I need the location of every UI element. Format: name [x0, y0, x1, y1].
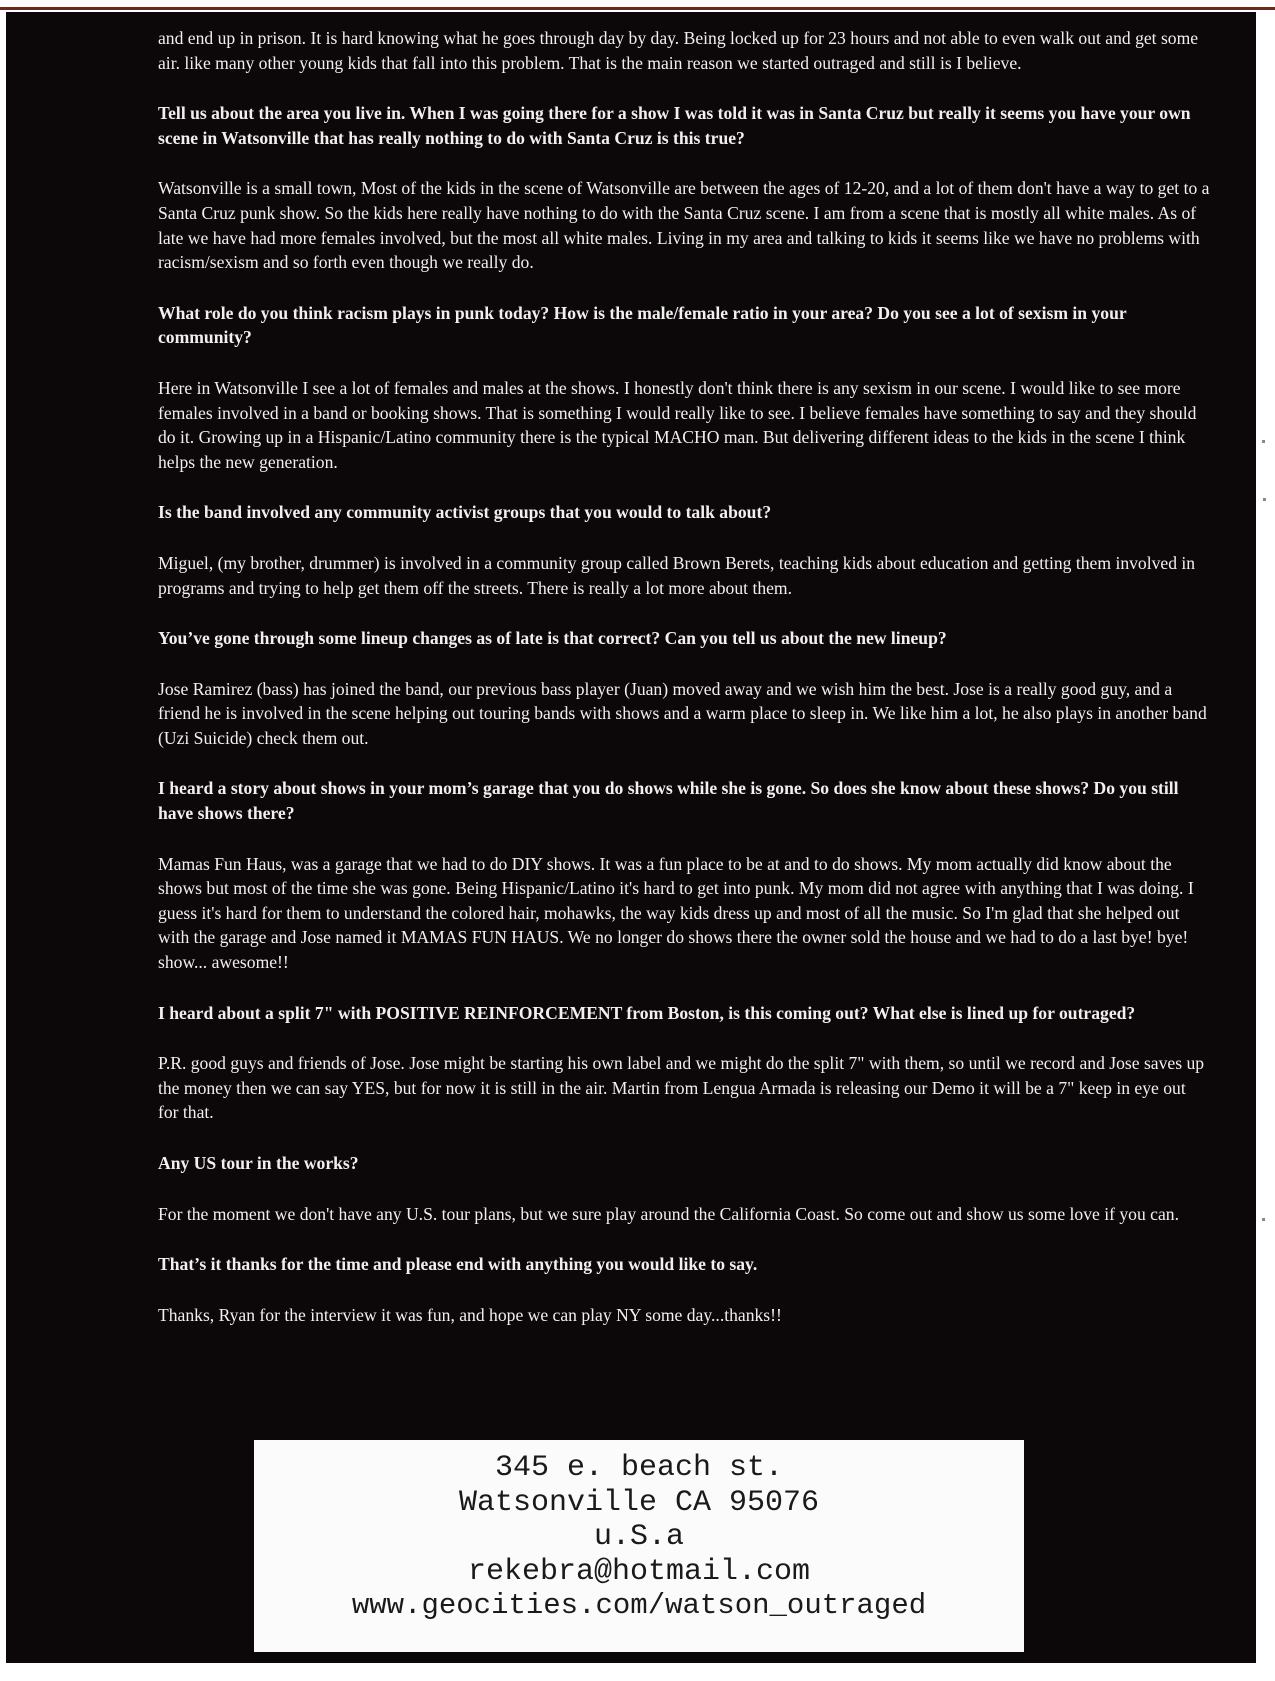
contact-website: www.geocities.com/watson_outraged [351, 1589, 927, 1622]
zine-page [6, 12, 1256, 1663]
question-paragraph: That’s it thanks for the time and please end with anything you would like to say. [158, 1254, 758, 1275]
question-paragraph: I heard a story about shows in your mom’s garage that you do shows while she is gone. So does she know about these shows? Do you still have shows there? [158, 778, 1179, 824]
answer-paragraph: Here in Watsonville I see a lot of females and males at the shows. I honestly don't think there is any sexism in our scene. I would like to see more females involved in a band or booking shows. That is something I would really like to see. I believe females have something to say and they should do it. Growing up in a Hispanic/Latino community there is the typical MACHO man. But delivering different ideas to the kids in the scene I think helps the new generation. [158, 377, 1197, 472]
answer-paragraph: Miguel, (my brother, drummer) is involved in a community group called Brown Berets, teaching kids about education and getting them involved in programs and trying to help get them off the streets. There is really a lot more about them. [158, 552, 1196, 598]
interview-text [158, 26, 1210, 1353]
question-paragraph: I heard about a split 7" with POSITIVE REINFORCEMENT from Boston, is this coming out? What else is lined up for outraged? [158, 1002, 1136, 1023]
answer-paragraph: Mamas Fun Haus, was a garage that we had to do DIY shows. It was a fun place to be at and to do shows. My mom actually did know about the shows but most of the time she was gone. Being Hispanic/Latino it's hard to get into punk. My mom did not agree with anything that I was doing. I guess it's hard for them to understand the colored hair, mohawks, the way kids dress up and most of all the music. So I'm glad that she helped out with the garage and Jose named it MAMAS FUN HAUS. We no longer do shows there the owner sold the house and we had to do a last bye! bye! show... awesome!! [158, 853, 1194, 973]
question-paragraph: Any US tour in the works? [158, 1153, 359, 1173]
scan-mark [1262, 440, 1265, 443]
answer-paragraph: Thanks, Ryan for the interview it was fun, and hope we can play NY some day...thanks!! [158, 1304, 782, 1325]
question-paragraph: You’ve gone through some lineup changes as of late is that correct? Can you tell us about the new lineup? [158, 628, 947, 649]
answer-paragraph: and end up in prison. It is hard knowing what he goes through day by day. Being locked up for 23 hours and not able to even walk out and get some air. like many other young kids that fall into this problem. That is the main reason we started outraged and still is I believe. [158, 28, 1199, 73]
answer-paragraph: Watsonville is a small town, Most of the kids in the scene of Watsonville are between the ages of 12-20, and a lot of them don't have a way to get to a Santa Cruz punk show. So the kids here really have nothing to do with the Santa Cruz scene. I am from a scene that is mostly all white males. As of late we have had more females involved, but the most all white males. Living in my area and talking to kids it seems like we have no problems with racism/sexism and so forth even though we really do. [158, 178, 1210, 273]
contact-country: u.S.a [593, 1520, 684, 1554]
contact-street: 345 e. beach st. [494, 1451, 784, 1485]
question-paragraph: Tell us about the area you live in. When I was going there for a show I was told it was in Santa Cruz but really it seems you have your own scene in Watsonville that has really nothing to do with Santa Cruz is this true? [158, 103, 1191, 148]
question-paragraph: Is the band involved any community activist groups that you would to talk about? [158, 502, 772, 523]
scan-mark [1262, 1218, 1265, 1221]
answer-paragraph: Jose Ramirez (bass) has joined the band, our previous bass player (Juan) moved away and we wish him the best. Jose is a really good guy, and a friend he is involved in the scene helping out touring bands with shows and a warm place to sleep in. We like him a lot, he also plays in another band (Uzi Suicide) check them out. [158, 678, 1207, 748]
top-edge [0, 0, 1275, 10]
contact-address-label [254, 1440, 1024, 1652]
contact-city: Watsonville CA 95076 [458, 1485, 820, 1520]
contact-email: rekebra@hotmail.com [467, 1554, 811, 1589]
answer-paragraph: For the moment we don't have any U.S. tour plans, but we sure play around the California Coast. So come out and show us some love if you can. [158, 1203, 1179, 1224]
question-paragraph: What role do you think racism plays in punk today? How is the male/female ratio in your area? Do you see a lot of sexism in your community? [158, 302, 1127, 348]
answer-paragraph: P.R. good guys and friends of Jose. Jose might be starting his own label and we might do the split 7" with them, so until we record and Jose saves up the money then we can say YES, but for now it is still in the air. Martin from Lengua Armada is releasing our Demo it will be a 7" keep in eye out for that. [158, 1053, 1205, 1123]
scan-mark [1263, 498, 1266, 501]
